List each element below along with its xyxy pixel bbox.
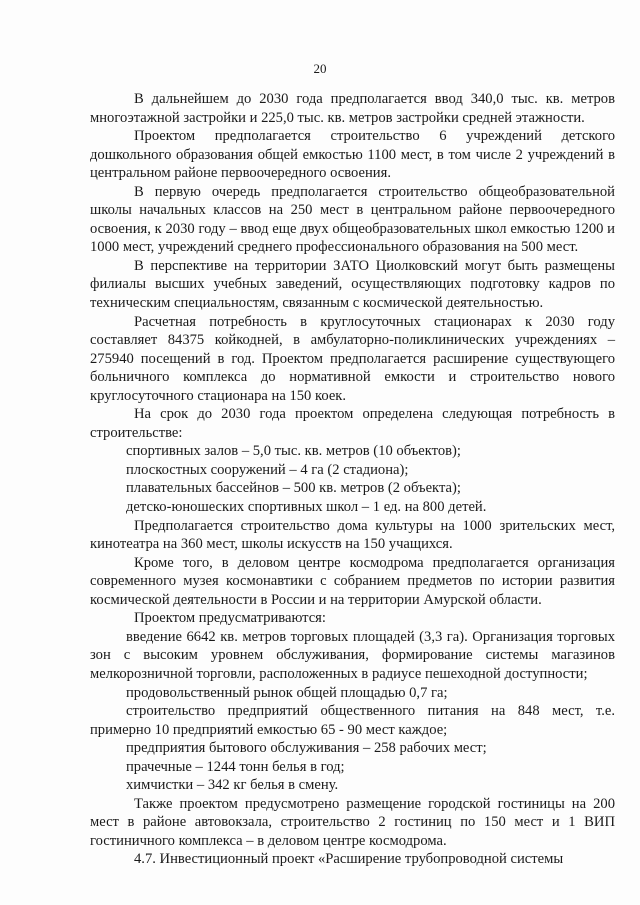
- paragraph-schools: В первую очередь предполагается строительство общеобразовательной школы начальных классов на 250 мест в центральном районе первоочередного освоения, к 2030 году – ввод еще двух общеобразовательных школ емкостью 1200 и 1000 мест, учреждений среднего профессионального образования на 500 мест.: [90, 183, 615, 256]
- paragraph-preschool: Проектом предполагается строительство 6 учреждений детского дошкольного образования общей емкостью 1100 мест, в том числе 2 учреждений в центральном районе первоочередного освоения.: [90, 128, 615, 182]
- list-item-retail: введение 6642 кв. метров торговых площадей (3,3 га). Организация торговых зон с высоким уровнем обслуживания, формирование системы магазинов мелкорозничной торговли, расположенных в радиусе пешеходной доступности;: [90, 628, 615, 682]
- list-item-sports-schools: детско-юношеских спортивных школ – 1 ед. на 800 детей.: [126, 499, 487, 516]
- list-item-sports-halls: спортивных залов – 5,0 тыс. кв. метров (10 объектов);: [126, 443, 461, 460]
- list-item-catering: строительство предприятий общественного питания на 848 мест, т.е. примерно 10 предприятий емкостью 65 - 90 мест каждое;: [90, 703, 615, 738]
- list-item-market: продовольственный рынок общей площадью 0,7 га;: [126, 684, 448, 701]
- paragraph-higher-education: В перспективе на территории ЗАТО Циолковский могут быть размещены филиалы высших учебных заведений, осуществляющих подготовку кадров по техническим специальностям, связанным с космической деятельностью.: [90, 257, 615, 312]
- paragraph-hospitals: Расчетная потребность в круглосуточных стационарах к 2030 году составляет 84375 койкодней, в амбулаторно-поликлинических учреждениях – 275940 посещений в год. Проектом предполагается расширение существующего больничного комплекса до нормативной емкости и строительство нового круглосуточного стационара на 150 коек.: [90, 313, 615, 404]
- paragraph-housing: В дальнейшем до 2030 года предполагается ввод 340,0 тыс. кв. метров многоэтажной застройки и 225,0 тыс. кв. метров застройки средней этажности.: [90, 91, 615, 126]
- paragraph-culture: Предполагается строительство дома культуры на 1000 зрительских мест, кинотеатра на 360 мест, школы искусств на 150 учащихся.: [90, 517, 615, 553]
- paragraph-sports-needs: На срок до 2030 года проектом определена следующая потребность в строительстве:: [90, 406, 615, 441]
- section-heading-4-7: 4.7. Инвестиционный проект «Расширение трубопроводной системы: [134, 851, 564, 868]
- list-item-dry-cleaning: химчистки – 342 кг белья в смену.: [126, 777, 339, 794]
- paragraph-museum: Кроме того, в деловом центре космодрома предполагается организация современного музея космонавтики с собранием предметов по истории развития космической деятельности в России и на территории Амурской области.: [90, 554, 615, 608]
- paragraph-hotels: Также проектом предусмотрено размещение городской гостиницы на 200 мест в районе автовокзала, строительство 2 гостиниц по 150 мест и 1 ВИП гостиничного комплекса – в деловом центре космодрома.: [90, 795, 615, 849]
- list-item-services: предприятия бытового обслуживания – 258 рабочих мест;: [126, 740, 487, 757]
- list-item-pools: плавательных бассейнов – 500 кв. метров (2 объекта);: [126, 480, 461, 497]
- page-number: 20: [313, 61, 327, 76]
- document-body: [90, 90, 615, 869]
- list-item-stadiums: плоскостных сооружений – 4 га (2 стадиона);: [126, 461, 409, 478]
- list-item-laundry: прачечные – 1244 тонн белья в год;: [126, 758, 345, 775]
- paragraph-project-provides: Проектом предусматриваются:: [134, 610, 326, 627]
